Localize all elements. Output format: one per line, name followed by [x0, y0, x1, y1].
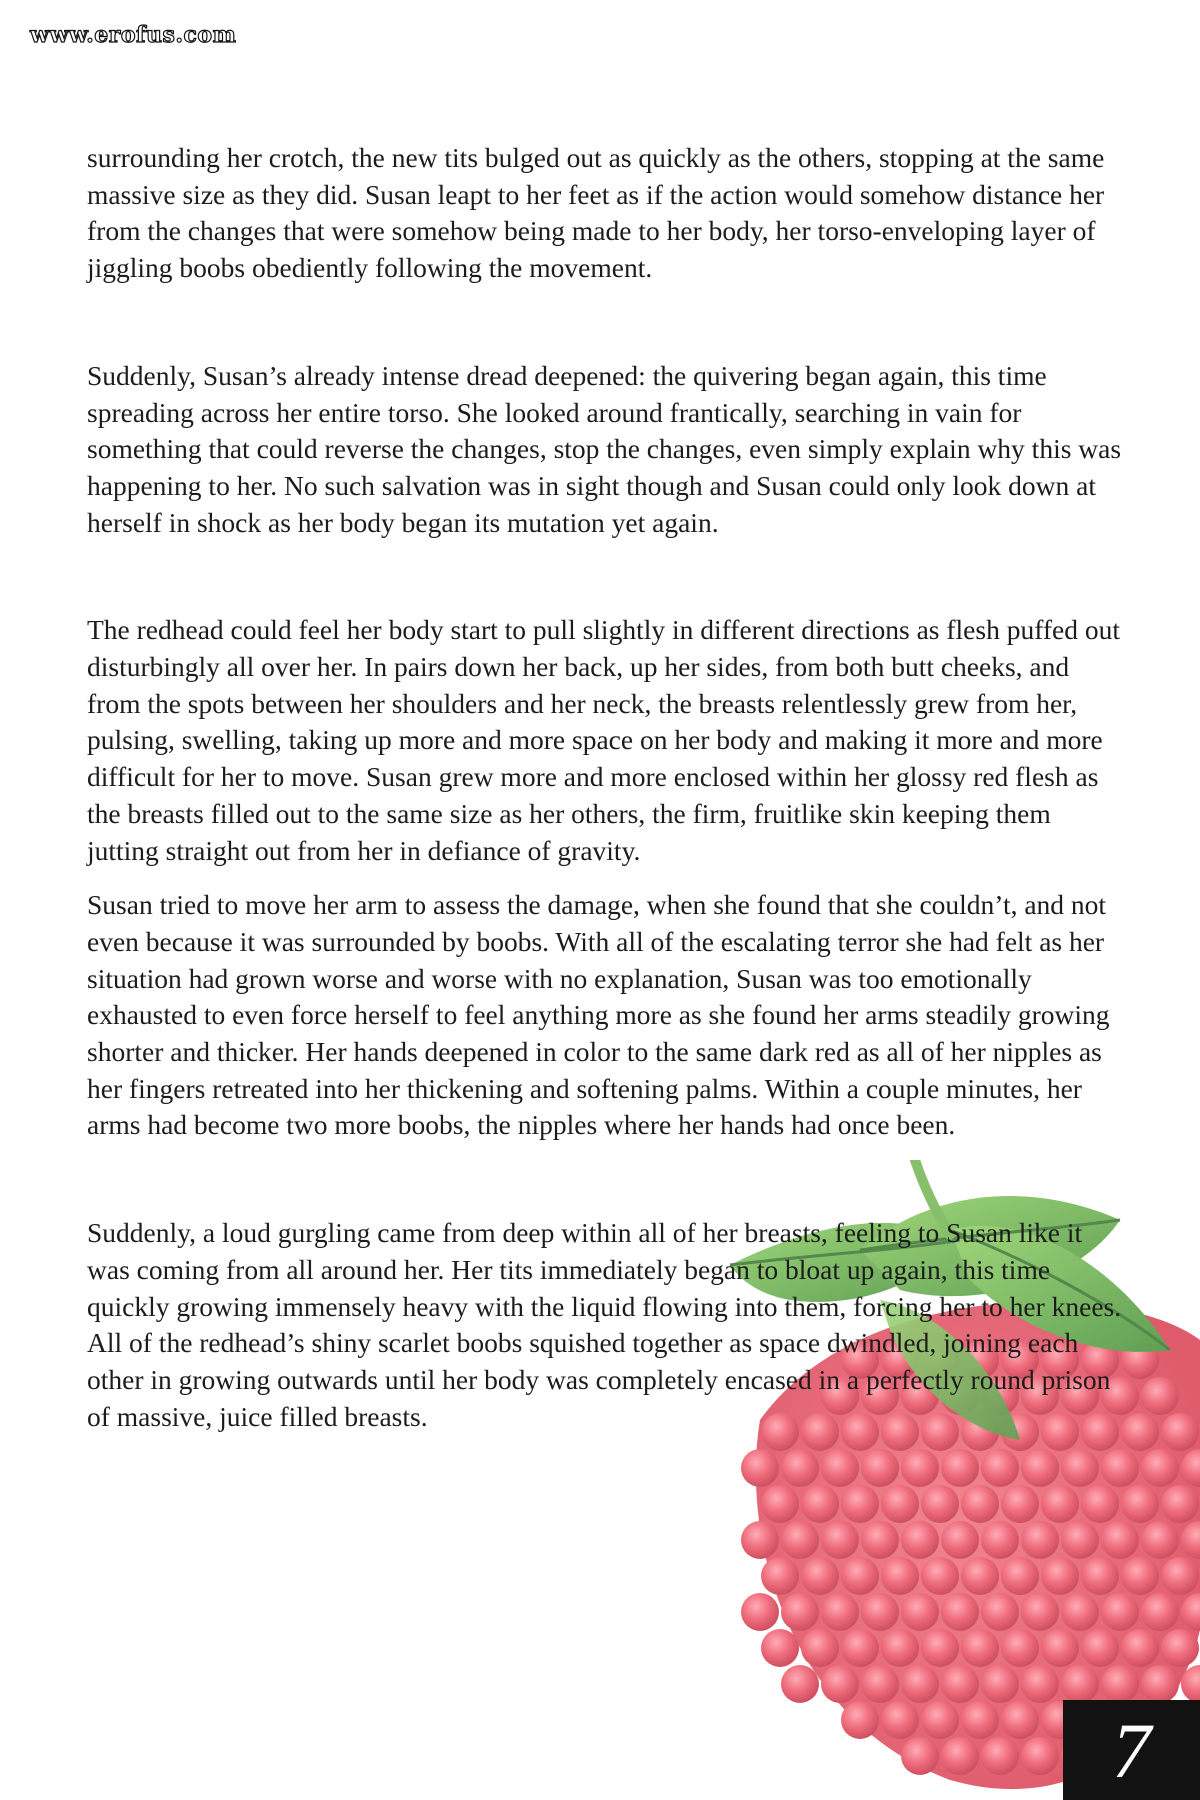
raspberry-drupelet — [781, 1521, 819, 1559]
raspberry-drupelet — [801, 1557, 839, 1595]
raspberry-drupelet — [1161, 1557, 1199, 1595]
raspberry-drupelet — [1141, 1521, 1179, 1559]
raspberry-drupelet — [821, 1449, 859, 1487]
raspberry-drupelet — [781, 1593, 819, 1631]
raspberry-drupelet — [1021, 1449, 1059, 1487]
raspberry-drupelet — [1021, 1665, 1059, 1703]
raspberry-drupelet — [1081, 1629, 1119, 1667]
raspberry-drupelet — [981, 1737, 1019, 1775]
raspberry-drupelet — [761, 1485, 799, 1523]
site-watermark: www.erofus.com — [30, 22, 237, 48]
raspberry-drupelet — [1061, 1593, 1099, 1631]
raspberry-drupelet — [1161, 1629, 1199, 1667]
paragraph-2: Suddenly, Susan’s already intense dread deepened: the quivering began again, this time spreading across her entire torso. She looked around frantically, searching in vain for something that could reverse the changes, stop the changes, even simply explain why this was happening to her. No such salvation was in sight though and Susan could only look down at herself in shock as her body began its mutation yet again. — [87, 359, 1122, 538]
raspberry-drupelet — [1141, 1449, 1179, 1487]
raspberry-drupelet — [1121, 1485, 1159, 1523]
raspberry-drupelet — [1061, 1665, 1099, 1703]
raspberry-drupelet — [781, 1665, 819, 1703]
raspberry-drupelet — [941, 1665, 979, 1703]
raspberry-drupelet — [1061, 1521, 1099, 1559]
raspberry-drupelet — [961, 1557, 999, 1595]
raspberry-drupelet — [921, 1629, 959, 1667]
raspberry-drupelet — [1021, 1593, 1059, 1631]
paragraph-4: Susan tried to move her arm to assess the damage, when she found that she couldn’t, and not even because it was surrounded by boobs. With all of the escalating terror she had felt as her situation had grown worse and worse with no explanation, Susan was too emotionally exhausted to even force herself to feel anything more as she found her arms steadily growing shorter and thicker. Her hands deepened in color to the same dark red as all of her nipples as her fingers retreated into her thickening and softening palms. Within a couple minutes, her arms had become two more boobs, the nipples where her hands had once been. — [87, 889, 1110, 1141]
raspberry-drupelet — [821, 1521, 859, 1559]
raspberry-drupelet — [801, 1629, 839, 1667]
raspberry-drupelet — [801, 1485, 839, 1523]
raspberry-drupelet — [901, 1593, 939, 1631]
paragraph-1: surrounding her crotch, the new tits bulged out as quickly as the others, stopping at the same massive size as they did. Susan leapt to her feet as if the action would somehow distance her from the changes that were somehow being made to her body, her torso-enveloping layer of jiggling boobs obediently following the movement. — [87, 142, 1105, 284]
raspberry-drupelet — [841, 1557, 879, 1595]
raspberry-drupelet — [901, 1449, 939, 1487]
raspberry-drupelet — [981, 1449, 1019, 1487]
raspberry-drupelet — [1001, 1701, 1039, 1739]
raspberry-drupelet — [1101, 1449, 1139, 1487]
raspberry-drupelet — [781, 1449, 819, 1487]
raspberry-drupelet — [881, 1557, 919, 1595]
raspberry-drupelet — [941, 1593, 979, 1631]
raspberry-drupelet — [841, 1629, 879, 1667]
raspberry-drupelet — [1041, 1557, 1079, 1595]
raspberry-drupelet — [741, 1593, 779, 1631]
raspberry-drupelet — [1141, 1377, 1179, 1415]
raspberry-drupelet — [921, 1557, 959, 1595]
raspberry-drupelet — [941, 1521, 979, 1559]
raspberry-drupelet — [881, 1629, 919, 1667]
raspberry-drupelet — [901, 1737, 939, 1775]
raspberry-drupelet — [1061, 1449, 1099, 1487]
raspberry-drupelet — [1001, 1557, 1039, 1595]
paragraph-3: The redhead could feel her body start to pull slightly in different directions as flesh puffed out disturbingly all over her. In pairs down her back, up her sides, from both butt cheeks, and from the spots between her shoulders and her neck, the breasts relentlessly grew from her, pulsing, swelling, taking up more and more space on her body and making it more and more difficult for her to move. Susan grew more and more enclosed within her glossy red flesh as the breasts filled out to the same size as her others, the firm, fruitlike skin keeping them jutting straight out from her in defiance of gravity. — [87, 614, 1121, 866]
raspberry-drupelet — [981, 1665, 1019, 1703]
raspberry-drupelet — [821, 1593, 859, 1631]
raspberry-drupelet — [1001, 1629, 1039, 1667]
raspberry-drupelet — [1001, 1485, 1039, 1523]
raspberry-drupelet — [1161, 1413, 1199, 1451]
raspberry-drupelet — [1141, 1665, 1179, 1703]
raspberry-drupelet — [1101, 1593, 1139, 1631]
raspberry-drupelet — [861, 1593, 899, 1631]
raspberry-drupelet — [861, 1521, 899, 1559]
raspberry-drupelet — [1041, 1629, 1079, 1667]
raspberry-drupelet — [921, 1701, 959, 1739]
raspberry-drupelet — [901, 1521, 939, 1559]
raspberry-drupelet — [941, 1737, 979, 1775]
raspberry-drupelet — [1021, 1737, 1059, 1775]
raspberry-drupelet — [881, 1485, 919, 1523]
raspberry-drupelet — [921, 1485, 959, 1523]
raspberry-drupelet — [961, 1701, 999, 1739]
raspberry-drupelet — [841, 1701, 879, 1739]
raspberry-drupelet — [981, 1521, 1019, 1559]
raspberry-drupelet — [981, 1593, 1019, 1631]
raspberry-drupelet — [741, 1449, 779, 1487]
raspberry-drupelet — [1081, 1485, 1119, 1523]
raspberry-drupelet — [1121, 1629, 1159, 1667]
raspberry-drupelet — [881, 1701, 919, 1739]
raspberry-drupelet — [861, 1449, 899, 1487]
raspberry-drupelet — [821, 1665, 859, 1703]
raspberry-drupelet — [761, 1629, 799, 1667]
raspberry-drupelet — [1161, 1485, 1199, 1523]
raspberry-drupelet — [961, 1629, 999, 1667]
raspberry-drupelet — [901, 1665, 939, 1703]
story-text — [87, 140, 1127, 1435]
raspberry-drupelet — [761, 1557, 799, 1595]
raspberry-drupelet — [1021, 1521, 1059, 1559]
raspberry-drupelet — [841, 1485, 879, 1523]
paragraph-5: Suddenly, a loud gurgling came from deep within all of her breasts, feeling to Susan like it was coming from all around her. Her tits immediately began to bloat up again, this time quickly growing immensely heavy with the liquid flowing into them, forcing her to her knees. All of the redhead’s shiny scarlet boobs squished together as space dwindled, joining each other in growing outwards until her body was completely encased in a perfectly round prison of massive, juice filled breasts. — [87, 1217, 1122, 1432]
raspberry-drupelet — [961, 1485, 999, 1523]
raspberry-drupelet — [941, 1449, 979, 1487]
page-number-box — [1063, 1700, 1200, 1800]
raspberry-drupelet — [741, 1521, 779, 1559]
raspberry-drupelet — [861, 1665, 899, 1703]
page-number: 7 — [1112, 1707, 1151, 1794]
raspberry-drupelet — [1041, 1485, 1079, 1523]
raspberry-drupelet — [1101, 1521, 1139, 1559]
raspberry-drupelet — [1081, 1557, 1119, 1595]
raspberry-drupelet — [1141, 1593, 1179, 1631]
raspberry-drupelet — [1121, 1557, 1159, 1595]
raspberry-drupelet — [1101, 1665, 1139, 1703]
